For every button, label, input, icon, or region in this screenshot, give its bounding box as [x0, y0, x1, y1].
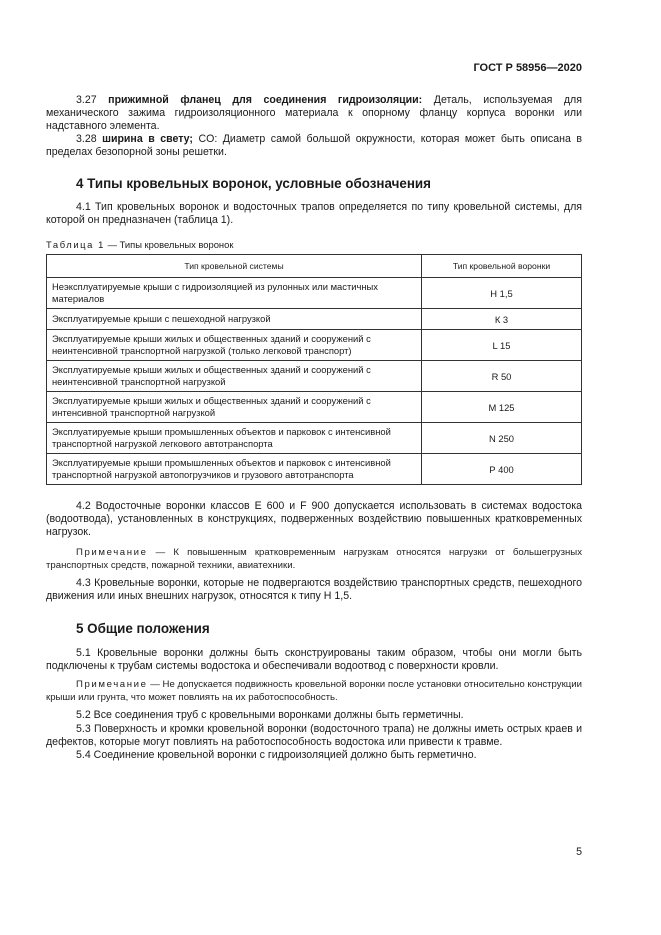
cell-system: Эксплуатируемые крыши жилых и общественных зданий и сооружений с неинтенсивной транспортной нагрузкой (только легковой транспорт): [47, 330, 422, 361]
paragraph-4-2: 4.2 Водосточные воронки классов Е 600 и F 900 допускается использовать в системах водостока (водоотвода), установленных в конструкциях, подверженных воздействию повышенных кратковременных нагрузок.: [46, 500, 582, 538]
section-4-heading: 4 Типы кровельных воронок, условные обозначения: [76, 176, 431, 191]
cell-system: Эксплуатируемые крыши промышленных объектов и парковок с интенсивной транспортной нагрузкой автопогрузчиков и грузового автотранспорта: [47, 454, 422, 485]
definition-text: CO: Диаметр самой большой окружности, которая может быть описана в пределах безопорной зоны решетки.: [46, 133, 582, 158]
table-row: [47, 423, 582, 454]
section-5-heading: 5 Общие положения: [76, 621, 210, 636]
table-caption-title: — Типы кровельных воронок: [104, 239, 234, 250]
table-caption-label: Таблица 1: [46, 239, 105, 250]
note-text: — Не допускается подвижность кровельной воронки после установки относительно конструкции крыши или грунта, что может повлиять на их работоспособность.: [46, 679, 582, 703]
paragraph-5-4: 5.4 Соединение кровельной воронки с гидроизоляцией должно быть герметично.: [76, 749, 477, 761]
table-row: [47, 361, 582, 392]
column-header-system: Тип кровельной системы: [47, 255, 422, 278]
page-number: 5: [576, 846, 582, 858]
cell-system: Эксплуатируемые крыши жилых и общественных зданий и сооружений с неинтенсивной транспортной нагрузкой: [47, 361, 422, 392]
cell-system: Эксплуатируемые крыши с пешеходной нагрузкой: [47, 309, 422, 330]
table-row: [47, 278, 582, 309]
definition-term: ширина в свету;: [102, 133, 193, 145]
paragraph-4-1: 4.1 Тип кровельных воронок и водосточных трапов определяется по типу кровельной системы, для которой он предназначен (таблица 1).: [46, 201, 582, 226]
cell-type: К 3: [422, 309, 582, 330]
note-label: Примечание: [76, 679, 148, 690]
note-text: — К повышенным кратковременным нагрузкам относятся нагрузки от большегрузных транспортных средств, пожарной техники, авиатехники.: [46, 547, 582, 571]
cell-type: Н 1,5: [422, 278, 582, 309]
cell-system: Эксплуатируемые крыши жилых и общественных зданий и сооружений с интенсивной транспортной нагрузкой: [47, 392, 422, 423]
note-label: Примечание: [76, 547, 148, 558]
note-4-2: [46, 546, 582, 572]
table-row: [47, 330, 582, 361]
cell-type: L 15: [422, 330, 582, 361]
cell-system: Эксплуатируемые крыши промышленных объектов и парковок с интенсивной транспортной нагрузкой легкового автотранспорта: [47, 423, 422, 454]
table-row: [47, 392, 582, 423]
table-caption: [46, 239, 233, 250]
paragraph-5-1: 5.1 Кровельные воронки должны быть сконструированы таким образом, чтобы они могли быть подключены к трубам системы водостока и обеспечивали водоотвод с поверхности кровли.: [46, 647, 582, 672]
column-header-type: Тип кровельной воронки: [422, 255, 582, 278]
definition-term: прижимной фланец для соединения гидроизоляции:: [108, 94, 423, 106]
cell-system: Неэксплуатируемые крыши с гидроизоляцией из рулонных или мастичных материалов: [47, 278, 422, 309]
cell-type: N 250: [422, 423, 582, 454]
table-row: [47, 309, 582, 330]
paragraph-5-3: 5.3 Поверхность и кромки кровельной воронки (водосточного трапа) не должны иметь острых краев и дефектов, которые могут повлиять на работоспособность водостока или привести к травме.: [46, 723, 582, 748]
standard-number: ГОСТ Р 58956—2020: [473, 62, 582, 74]
cell-type: R 50: [422, 361, 582, 392]
table-header-row: [47, 255, 582, 278]
definition-3-28: [46, 133, 582, 159]
cell-type: М 125: [422, 392, 582, 423]
definition-number: 3.27: [76, 94, 97, 106]
table-row: [47, 454, 582, 485]
drain-types-table: [46, 254, 582, 485]
definition-text: Деталь, используемая для механического зажима гидроизоляционного материала к опорному фланцу корпуса воронки или надставного элемента.: [46, 94, 582, 132]
paragraph-5-2: 5.2 Все соединения труб с кровельными воронками должны быть герметичны.: [76, 709, 464, 721]
definition-3-27: [46, 94, 582, 133]
cell-type: Р 400: [422, 454, 582, 485]
definition-number: 3.28: [76, 133, 97, 145]
note-5-1: [46, 678, 582, 704]
paragraph-4-3: 4.3 Кровельные воронки, которые не подвергаются воздействию транспортных средств, пешеходного движения или иных внешних нагрузок, относятся к типу Н 1,5.: [46, 577, 582, 602]
